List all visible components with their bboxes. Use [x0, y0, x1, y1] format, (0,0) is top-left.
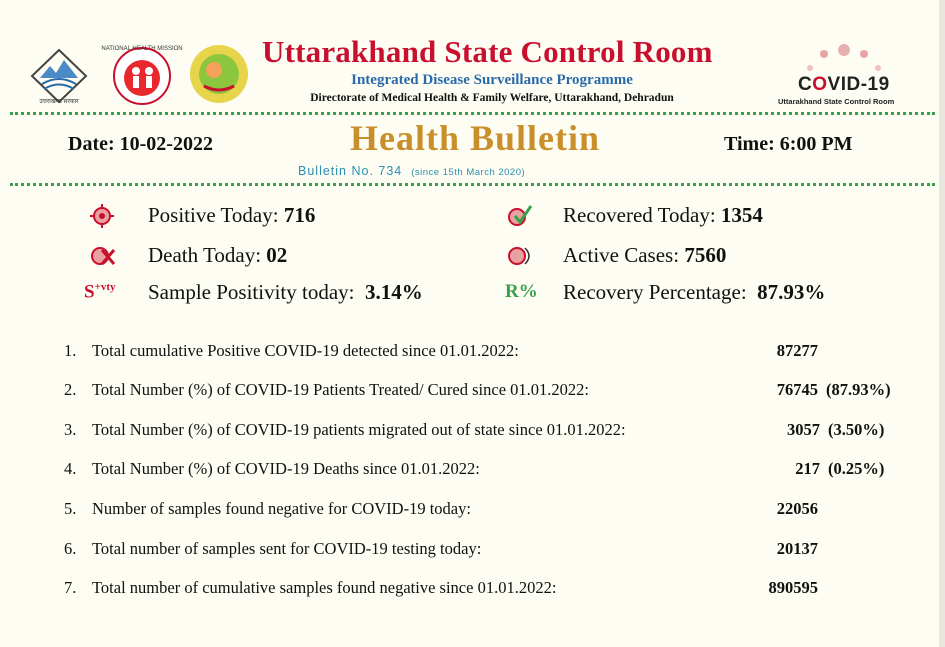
- sample-positivity-stat: [148, 280, 423, 305]
- national-health-mission-logo: [101, 40, 183, 108]
- bulletin-time: Time: 6:00 PM: [724, 133, 853, 155]
- list-item-value: 87277: [776, 341, 818, 360]
- recovery-percentage-stat: [563, 280, 825, 305]
- list-item-value: 20137: [776, 539, 818, 558]
- covid-19-logo-text: [798, 74, 890, 96]
- sample-positivity-label: Sample Positivity today:: [148, 280, 355, 304]
- list-item-value: 217: [795, 459, 820, 478]
- positive-today-value: 716: [283, 203, 316, 227]
- bulletin-heading: Health Bulletin: [349, 118, 601, 158]
- death-today-label: Death Today:: [148, 243, 262, 267]
- list-item-value: 22056: [776, 499, 818, 518]
- logo-strip: [28, 40, 253, 108]
- list-item-percent: (87.93%): [826, 380, 891, 399]
- list-item-value: 76745: [776, 380, 818, 399]
- list-item-value: 890595: [768, 578, 818, 597]
- bulletin-since-text: (since 15th March 2020): [411, 167, 526, 178]
- list-item-percent: (3.50%): [828, 420, 885, 439]
- recovery-percentage-abbr: R%: [505, 281, 538, 302]
- sample-positivity-abbr: [84, 281, 116, 303]
- page-title: Uttarakhand State Control Room: [262, 34, 713, 69]
- list-item-percent: (0.25%): [828, 459, 885, 478]
- active-cases-stat: [563, 243, 726, 268]
- list-item-value: 3057: [787, 420, 820, 439]
- recovered-today-value: 1354: [720, 203, 763, 227]
- list-item-text: Total Number (%) of COVID-19 patients migrated out of state since 01.01.2022:: [92, 420, 626, 439]
- directorate-line: Directorate of Medical Health & Family Welfare, Uttarakhand, Dehradun: [310, 92, 674, 104]
- recovery-percentage-value: 87.93%: [757, 280, 826, 304]
- list-item-text: Number of samples found negative for COVID-19 today:: [92, 499, 471, 518]
- active-cases-label: Active Cases:: [563, 243, 680, 267]
- list-item-number: 2.: [64, 380, 77, 399]
- list-item-number: 4.: [64, 459, 77, 478]
- list-item-text: Total Number (%) of COVID-19 Deaths since 01.01.2022:: [92, 459, 480, 478]
- list-item-number: 7.: [64, 578, 77, 597]
- programme-subtitle: Integrated Disease Surveillance Programme: [351, 72, 633, 88]
- bulletin-number-text: Bulletin No. 734: [298, 164, 403, 178]
- virus-icon: [88, 202, 116, 230]
- recovered-today-label: Recovered Today:: [563, 203, 716, 227]
- virus-outline-icon: [505, 242, 533, 270]
- positive-today-stat: [148, 203, 315, 228]
- death-today-value: 02: [266, 243, 288, 267]
- covid-logo-caption: Uttarakhand State Control Room: [778, 97, 895, 106]
- sample-positivity-value: 3.14%: [365, 280, 423, 304]
- uttarakhand-govt-caption: उत्तराखण्ड सरकार: [39, 99, 79, 105]
- sample-positivity-abbr-sup: +vty: [94, 281, 116, 293]
- bulletin-number: [298, 164, 648, 178]
- recovered-today-stat: [563, 203, 763, 228]
- list-item-text: Total cumulative Positive COVID-19 detected since 01.01.2022:: [92, 341, 519, 360]
- list-item-number: 6.: [64, 539, 77, 558]
- positive-today-label: Positive Today:: [148, 203, 279, 227]
- covid-letters-rest: VID-19: [827, 74, 890, 95]
- idsp-logo: [186, 42, 252, 106]
- covid-letter-c: C: [798, 74, 813, 95]
- covid-letter-o: O: [812, 74, 828, 95]
- list-item-text: Total Number (%) of COVID-19 Patients Treated/ Cured since 01.01.2022:: [92, 380, 589, 399]
- sample-positivity-abbr-base: S: [84, 281, 95, 303]
- list-item-number: 5.: [64, 499, 77, 518]
- list-item-text: Total number of samples sent for COVID-19 testing today:: [92, 539, 482, 558]
- death-today-stat: [148, 243, 287, 268]
- svg-text:NATIONAL HEALTH MISSION: NATIONAL HEALTH MISSION: [101, 46, 183, 52]
- recovery-percentage-label: Recovery Percentage:: [563, 280, 747, 304]
- virus-check-icon: [505, 202, 533, 230]
- active-cases-value: 7560: [684, 243, 727, 267]
- list-item-number: 3.: [64, 420, 77, 439]
- list-item-text: Total number of cumulative samples found negative since 01.01.2022:: [92, 578, 557, 597]
- virus-cross-icon: [88, 242, 116, 270]
- dotted-divider-bottom: [10, 183, 935, 190]
- list-item-number: 1.: [64, 341, 77, 360]
- right-edge-border: [939, 0, 945, 647]
- bulletin-date: Date: 10-02-2022: [68, 133, 213, 155]
